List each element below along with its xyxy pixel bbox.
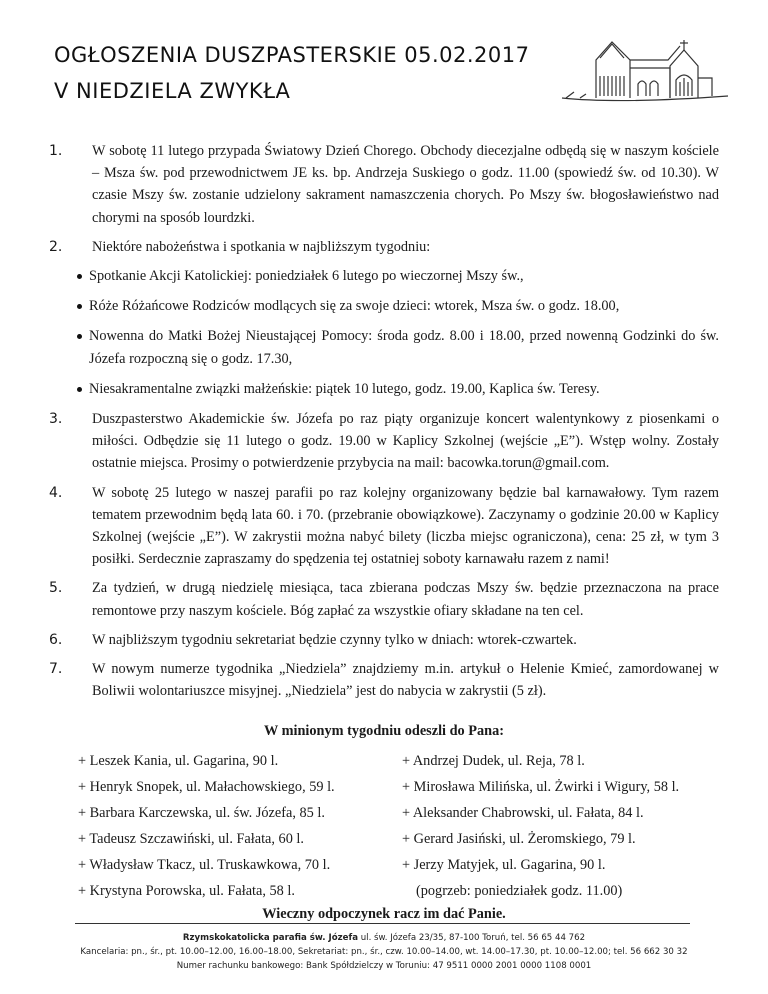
page-subtitle: V NIEDZIELA ZWYKŁA: [54, 79, 291, 103]
item-number: 3.: [49, 411, 63, 428]
item-number: 7.: [49, 661, 63, 678]
footer-divider: [75, 923, 690, 924]
events-list: [49, 265, 719, 400]
list-item: Niesakramentalne związki małżeńskie: piątek 10 lutego, godz. 19.00, Kaplica św. Teresy.: [49, 378, 719, 400]
list-item: + Władysław Tkacz, ul. Truskawkowa, 70 l.: [78, 856, 331, 873]
list-item: + Tadeusz Szczawiński, ul. Fałata, 60 l.: [78, 830, 304, 847]
item-number: 2.: [49, 238, 63, 255]
deceased-title: W minionym tygodniu odeszli do Pana:: [263, 723, 505, 740]
funeral-note: (pogrzeb: poniedziałek godz. 11.00): [416, 882, 623, 899]
item-text: W nowym numerze tygodnika „Niedziela” znajdziemy m.in. artykuł o Helenie Kmieć, zamordowanej w Boliwii wolontariuszce misyjnej. „Niedziela” jest do nabycia w zakrystii (5 zł).: [92, 661, 719, 700]
list-item: + Aleksander Chabrowski, ul. Fałata, 84 l.: [402, 804, 644, 821]
list-item: Róże Różańcowe Rodziców modlących się za swoje dzieci: wtorek, Msza św. o godz. 18.00,: [49, 295, 719, 317]
list-item: + Henryk Snopek, ul. Małachowskiego, 59 l.: [78, 778, 335, 795]
list-item: + Gerard Jasiński, ul. Żeromskiego, 79 l.: [402, 830, 636, 847]
footer-bank-account: Numer rachunku bankowego: Bank Spółdzielczy w Toruniu: 47 9511 0000 2001 0000 1108 0001: [176, 961, 592, 971]
list-item: Nowenna do Matki Bożej Nieustającej Pomocy: środa godz. 8.00 i 18.00, przed nowenną Godzinki do św. Józefa rozpoczną się o godz. 17.30,: [49, 325, 719, 369]
item-text: W sobotę 25 lutego w naszej parafii po raz kolejny organizowany będzie bal karnawałowy. Tym razem tematem przewodnim będą lata 60. i 70. (przebranie obowiązkowe). Zaczynamy o godzinie 20.00 w Kaplicy Szkolnej (wejście „E”). W zakrystii można nabyć bilety (liczba miejsc ograniczona), cena: 25 zł, w tym 3 posiłki. Serdecznie zapraszamy do spędzenia tej ostatniej soboty karnawału razem z nami!: [92, 484, 719, 568]
footer-address: [0, 931, 768, 945]
deceased-list: [49, 749, 719, 903]
item-number: 4.: [49, 484, 63, 501]
footer-office-hours: Kancelaria: pn., śr., pt. 10.00–12.00, 16.00–18.00, Sekretariat: pn., śr., czw. 10.00–14.00, wt. 14.00–17.30, pt. 10.00–12.00; tel. 56 662 30 32: [80, 947, 688, 957]
item-number: 5.: [49, 580, 63, 597]
list-item: + Barbara Karczewska, ul. św. Józefa, 85 l.: [78, 804, 325, 821]
item-text: Za tydzień, w drugą niedzielę miesiąca, taca zbierana podczas Mszy św. będzie przeznaczona na prace remontowe przy naszym kościele. Bóg zapłać za wszystkie ofiary składane na ten cel.: [92, 580, 719, 619]
item-text: W sobotę 11 lutego przypada Światowy Dzień Chorego. Obchody diecezjalne odbędą się w naszym kościele – Msza św. pod przewodnictwem JE ks. bp. Andrzeja Suskiego o godz. 11.00 (spowiedź św. od 10.30). W czasie Mszy św. zostanie udzielony sakrament namaszczenia chorych. Po Mszy św. błogosławieństwo nad chorymi na sposób lourdzki.: [92, 143, 719, 226]
list-item: + Krystyna Porowska, ul. Fałata, 58 l.: [78, 882, 295, 899]
announcement-2: [49, 236, 719, 258]
header: [54, 40, 534, 112]
announcement-6: [49, 629, 719, 651]
list-item: Spotkanie Akcji Katolickiej: poniedziałek 6 lutego po wieczornej Mszy św.,: [49, 265, 719, 287]
announcements: [49, 140, 719, 925]
item-text: Duszpasterstwo Akademickie św. Józefa po raz piąty organizuje koncert walentynkowy z piosenkami o miłości. Odbędzie się 11 lutego o godz. 19.00 w Kaplicy Szkolnej (wejście „E”). Wstęp wolny. Zostały ostatnie miejsca. Prosimy o potwierdzenie przybycia na mail: bacowka.torun@gmail.com.: [92, 411, 719, 472]
announcement-3: [49, 408, 719, 475]
item-number: 6.: [49, 631, 63, 648]
parish-name: Rzymskokatolicka parafia św. Józefa: [182, 933, 358, 943]
church-icon: [560, 38, 730, 110]
page-title: OGŁOSZENIA DUSZPASTERSKIE 05.02.2017: [54, 43, 530, 67]
item-text: W najbliższym tygodniu sekretariat będzie czynny tylko w dniach: wtorek-czwartek.: [92, 631, 577, 648]
announcement-1: [49, 140, 719, 229]
parish-address: ul. św. Józefa 23/35, 87-100 Toruń, tel. 56 65 44 762: [358, 933, 586, 943]
list-item: + Jerzy Matyjek, ul. Gagarina, 90 l.: [402, 856, 606, 873]
list-item: + Leszek Kania, ul. Gagarina, 90 l.: [78, 752, 279, 769]
item-number: 1.: [49, 143, 63, 159]
closing-prayer: Wieczny odpoczynek racz im dać Panie.: [262, 905, 506, 922]
announcement-7: [49, 658, 719, 702]
list-item: + Mirosława Milińska, ul. Żwirki i Wigury, 58 l.: [402, 778, 680, 795]
list-item: + Andrzej Dudek, ul. Reja, 78 l.: [402, 752, 585, 769]
announcement-4: [49, 482, 719, 571]
item-text: Niektóre nabożeństwa i spotkania w najbliższym tygodniu:: [92, 238, 431, 255]
announcement-5: [49, 577, 719, 621]
footer: [0, 931, 768, 973]
